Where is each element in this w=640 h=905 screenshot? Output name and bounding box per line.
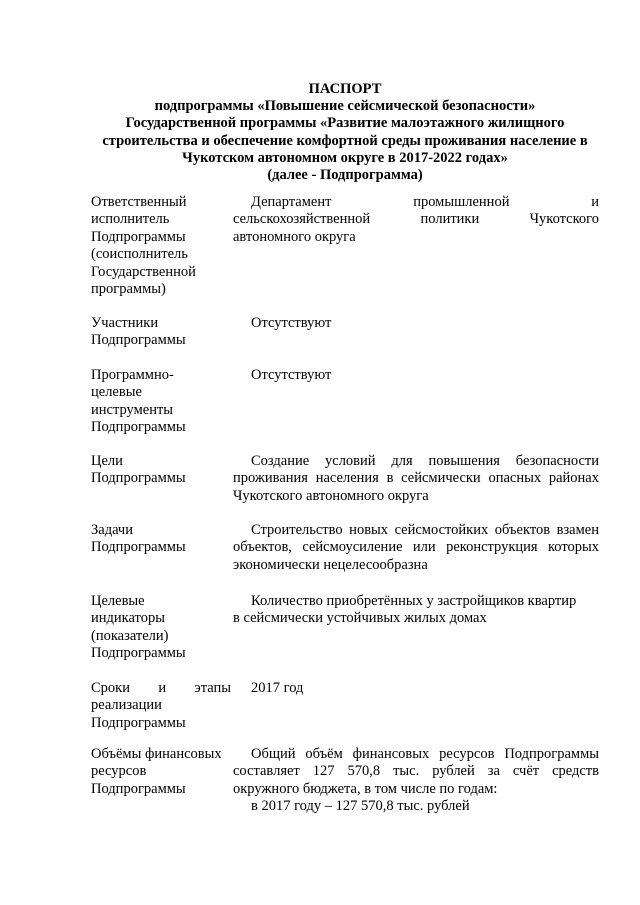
label-line: Государственной: [91, 263, 196, 280]
row-value: [233, 593, 599, 628]
value-paragraph: в 2017 году – 127 570,8 тыс. рублей: [251, 798, 470, 815]
value-line: сельскохозяйственной политики Чукотского: [233, 211, 599, 228]
label-line: исполнитель: [91, 211, 170, 228]
label-line: (соисполнитель: [91, 246, 188, 263]
label-line: Подпрограммы: [91, 228, 186, 245]
value-paragraph: Строительство новых сейсмостойких объектов взамен объектов, сейсмоусиление или реконструкция которых экономически нецелесообразна: [233, 522, 599, 573]
value-line: Отсутствуют: [251, 367, 332, 383]
value-line: 2017 год: [251, 680, 304, 696]
label-line: Программно-: [91, 367, 174, 383]
label-line: (показатели): [91, 627, 169, 644]
label-line: Целевые: [91, 593, 145, 609]
value-line: Количество приобретённых у застройщиков квартир: [251, 593, 577, 609]
title-line-3: Государственной программы «Развитие малоэтажного жилищного: [125, 115, 565, 132]
document-title: [80, 81, 610, 184]
label-line: реализации: [91, 697, 162, 714]
label-line: индикаторы: [91, 610, 165, 627]
title-line-4: строительства и обеспечение комфортной среды проживания население в: [102, 132, 588, 149]
row-value: [233, 522, 599, 574]
label-line: Ответственный: [91, 194, 187, 210]
label-line: целевые: [91, 384, 142, 401]
label-line: Подпрограммы: [91, 539, 186, 556]
label-line: Цели: [91, 453, 123, 469]
row-value: [233, 453, 599, 505]
label-line: Участники: [91, 315, 159, 331]
label-line: Объёмы финансовых: [91, 746, 222, 762]
row-value: [233, 315, 599, 332]
row-label: [91, 315, 231, 350]
row-value: [233, 194, 599, 246]
row-value: [233, 746, 599, 816]
title-line-1: ПАСПОРТ: [308, 81, 382, 97]
row-label: [91, 593, 231, 663]
value-line: в сейсмически устойчивых жилых домах: [233, 610, 487, 627]
label-line: инструменты: [91, 401, 174, 418]
label-line: Сроки и этапы: [91, 680, 231, 696]
row-label: [91, 522, 231, 557]
title-line-5: Чукотском автономном округе в 2017-2022 годах»: [182, 149, 508, 166]
label-line: Подпрограммы: [91, 780, 186, 797]
title-line-6: (далее - Подпрограмма): [267, 167, 423, 184]
row-value: [233, 680, 599, 697]
row-value: [233, 367, 599, 384]
row-label: [91, 453, 231, 488]
row-label: [91, 367, 231, 437]
label-line: программы): [91, 281, 166, 298]
label-line: ресурсов: [91, 763, 147, 780]
label-line: Задачи: [91, 522, 133, 538]
value-line: Департамент промышленной и: [251, 194, 599, 210]
value-paragraph: Общий объём финансовых ресурсов Подпрограммы составляет 127 570,8 тыс. рублей за счёт средств окружного бюджета, в том числе по годам:: [233, 746, 599, 797]
label-line: Подпрограммы: [91, 645, 186, 662]
title-line-2: подпрограммы «Повышение сейсмической безопасности»: [154, 98, 536, 115]
row-label: [91, 746, 236, 798]
row-label: [91, 680, 231, 732]
label-line: Подпрограммы: [91, 714, 186, 731]
value-line: Отсутствуют: [251, 315, 332, 331]
label-line: Подпрограммы: [91, 332, 186, 349]
label-line: Подпрограммы: [91, 470, 186, 487]
label-line: Подпрограммы: [91, 419, 186, 436]
value-paragraph: Создание условий для повышения безопасности проживания населения в сейсмически опасных районах Чукотского автономного округа: [233, 453, 599, 504]
value-line: автономного округа: [233, 228, 356, 245]
row-label: [91, 194, 231, 298]
